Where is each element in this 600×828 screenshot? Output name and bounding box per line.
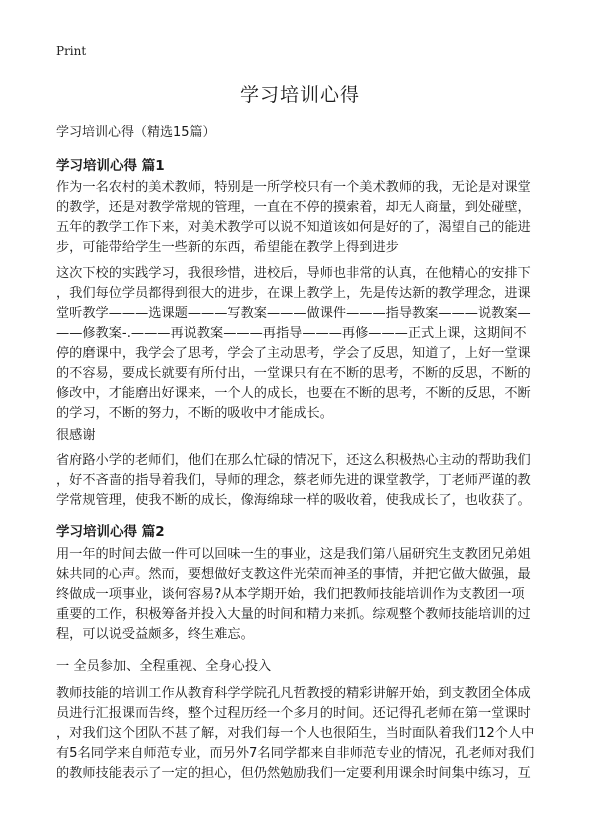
paragraph: 教师技能的培训工作从教育科学学院孔凡哲教授的精彩讲解开始，到支教团全体成 员进行汇报课而告终，整个过程历经一个多月的时间。还记得孔老师在第一堂课时 ，对我们这个团队不甚了解，对我们每一个人也很陌生，当时面队着我们12个人中 有5名同学来自师范专业，而另外7名同学都来自非师范专业的情况，孔老师对我们 的教师技能表示了一定的担心，但仍然勉励我们一定要利用课余时间集中练习，互 bbox=[56, 686, 535, 781]
page-title: 学习培训心得 bbox=[239, 84, 360, 106]
section-heading: 学习培训心得 篇2 bbox=[56, 524, 165, 540]
paragraph: 这次下校的实践学习，我很珍惜，进校后，导师也非常的认真，在他精心的安排下 ，我们每位学员都得到很大的进步，在课上教学上，先是传达新的教学理念，进课 堂听教学———选课题———写教案———做课件———指导教案———说教案— ——修教案-.———再说教案———再指导———再修———正式上课，这期间不 停的磨课中，我学会了思考，学会了主动思考，学会了反思，知道了，上好一堂课 的不容易，要成长就要有所付出，一堂课只有在不断的思考，不断的反思，不断的 修改中，才能磨出好课来，一个人的成长，也要在不断的思考，不断的反思，不断 的学习，不断的努力，不断的吸收中才能成长。 bbox=[56, 266, 531, 421]
paragraph: 省府路小学的老师们，他们在那么忙碌的情况下，还这么积极热心主动的帮助我们 ，好不吝啬的指导着我们，导师的理念，蔡老师先进的课堂教学，丁老师严谨的教 学常规管理，使我不断的成长，像海绵球一样的吸收着，使我成长了，也收获了。 bbox=[56, 453, 531, 508]
paragraph: 用一年的时间去做一件可以回味一生的事业，这是我们第八届研究生支教团兄弟姐 妹共同的心声。然而，要想做好支教这件光荣而神圣的事情，并把它做大做强，最 终做成一项事业，谈何容易?从本学期开始，我们把教师技能培训作为支教团一项 重要的工作，积极筹备并投入大量的时间和精力来抓。综观整个教师技能培训的过 程，可以说受益颇多，终生难忘。 bbox=[56, 547, 531, 642]
document-subtitle: 学习培训心得（精选15篇） bbox=[56, 125, 216, 140]
print-link[interactable]: Print bbox=[56, 44, 87, 58]
section-heading: 学习培训心得 篇1 bbox=[56, 158, 165, 174]
paragraph: 很感谢 bbox=[56, 428, 96, 443]
paragraph: 一 全员参加、全程重视、全身心投入 bbox=[56, 659, 272, 674]
paragraph: 作为一名农村的美术教师，特别是一所学校只有一个美术教师的我，无论是对课堂 的教学，还是对教学常规的管理，一直在不停的摸索着，却无人商量，到处碰壁， 五年的教学工作下来，对美术教学可以说不知道该如何是好的了，渴望自己的能进 步，可能带给学生一些新的东西，希望能在教学上得到进步 bbox=[56, 180, 531, 255]
